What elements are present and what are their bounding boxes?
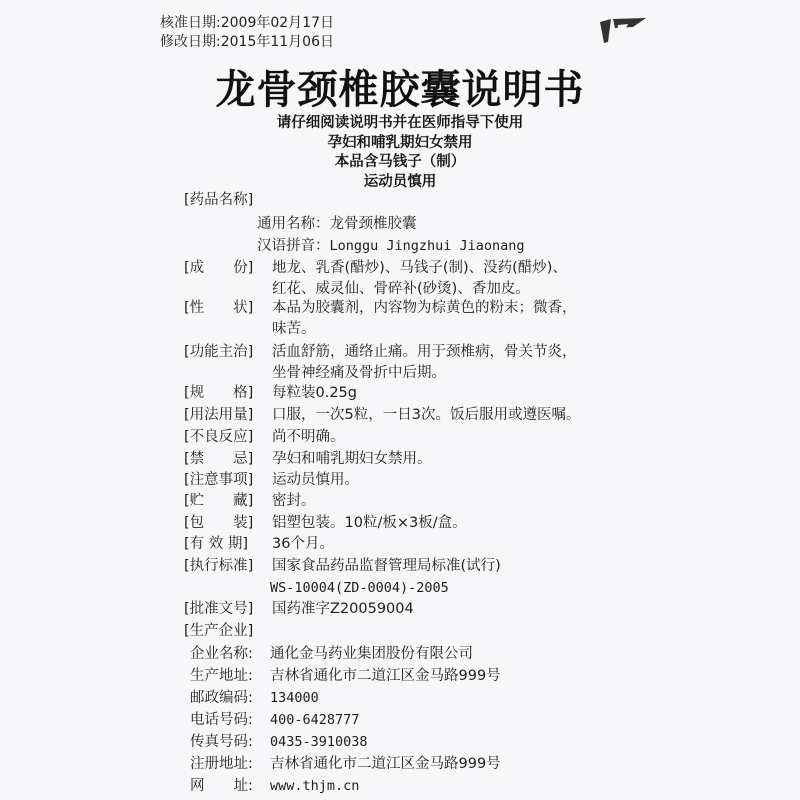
company-logo-icon xyxy=(598,16,648,46)
dosage-section xyxy=(180,405,580,426)
precautions-section xyxy=(180,470,359,491)
drug-name-section xyxy=(180,190,253,211)
pinyin-label: 汉语拼音： xyxy=(257,238,330,254)
manufacturer-row-key: 注册地址: xyxy=(190,756,253,772)
indications-line: 坐骨神经痛及骨折中后期。 xyxy=(272,365,446,381)
indications-label: [功能主治] xyxy=(184,344,254,360)
dosage-label: [用法用量] xyxy=(184,407,254,423)
ingredients-line: 地龙、乳香(醋炒)、马钱子(制)、没药(醋炒)、 xyxy=(272,260,567,276)
manufacturer-section xyxy=(180,621,253,642)
manufacturer-row-value: 134000 xyxy=(270,690,319,706)
validity-section xyxy=(180,534,334,555)
manufacturer-row-value: 通化金马药业集团股份有限公司 xyxy=(270,646,473,662)
generic-name: 通用名称：龙骨颈椎胶囊 xyxy=(257,216,417,232)
revision-date-value: 2015年11月06日 xyxy=(220,34,334,50)
manufacturer-label: [生产企业] xyxy=(184,623,254,639)
storage-label: [贮 藏] xyxy=(184,493,254,509)
notice-line: 孕妇和哺乳期妇女禁用 xyxy=(327,134,473,151)
description-line: 本品为胶囊剂，内容物为棕黄色的粉末；微香， xyxy=(272,300,577,316)
precautions-value: 运动员慎用。 xyxy=(272,472,359,488)
manufacturer-row xyxy=(190,643,473,665)
manufacturer-row xyxy=(190,665,501,687)
package-label: [包 装] xyxy=(184,515,254,531)
validity-value: 36个月。 xyxy=(272,536,334,552)
standard-line: 国家食品药品监督管理局标准(试行) xyxy=(272,558,501,574)
manufacturer-row xyxy=(190,687,319,709)
manufacturer-row-key: 企业名称: xyxy=(190,646,253,662)
pinyin-name xyxy=(257,236,525,257)
manufacturer-row xyxy=(190,709,359,731)
approval-date-value: 2009年02月17日 xyxy=(220,15,334,31)
specification-label: [规 格] xyxy=(184,385,254,401)
manufacturer-row-key: 传真号码: xyxy=(190,734,253,750)
contraindications-value: 孕妇和哺乳期妇女禁用。 xyxy=(272,451,432,467)
approval-number-label: [批准文号] xyxy=(184,601,254,617)
manufacturer-row-key: 电话号码: xyxy=(190,712,253,728)
package-section xyxy=(180,513,467,534)
specification-section xyxy=(180,383,357,404)
description-section xyxy=(180,298,577,340)
manufacturer-row-key: 网 址: xyxy=(190,778,253,794)
document-title: 龙骨颈椎胶囊说明书 xyxy=(215,66,585,113)
manufacturer-row xyxy=(190,775,359,797)
warning-notices xyxy=(0,114,800,192)
standard-label: [执行标准] xyxy=(184,558,254,574)
contraindications-section xyxy=(180,449,432,470)
description-line: 味苦。 xyxy=(272,321,316,337)
ingredients-section xyxy=(180,258,567,300)
manufacturer-row-value: 吉林省通化市二道江区金马路999号 xyxy=(270,756,501,772)
ingredients-label: [成 份] xyxy=(184,260,254,276)
standard-section xyxy=(180,556,501,577)
dosage-value: 口服，一次5粒，一日3次。饭后服用或遵医嘱。 xyxy=(272,407,581,423)
revision-date-label: 修改日期: xyxy=(160,34,221,50)
manufacturer-row-key: 生产地址: xyxy=(190,668,253,684)
approval-number-value: 国药准字Z20059004 xyxy=(272,601,414,617)
precautions-label: [注意事项] xyxy=(184,472,254,488)
manufacturer-row-value: www.thjm.cn xyxy=(270,778,360,794)
manufacturer-row xyxy=(190,731,368,753)
validity-label: [有 效 期] xyxy=(184,536,249,552)
storage-value: 密封。 xyxy=(272,493,316,509)
notice-line: 本品含马钱子（制） xyxy=(334,154,466,170)
adverse-reactions-value: 尚不明确。 xyxy=(272,429,345,445)
notice-line: 运动员慎用 xyxy=(363,173,437,190)
storage-section xyxy=(180,491,316,512)
drug-name-label: [药品名称] xyxy=(184,192,254,208)
manufacturer-row-value: 0435-3910038 xyxy=(270,734,368,750)
adverse-reactions-section xyxy=(180,427,345,448)
adverse-reactions-label: [不良反应] xyxy=(184,429,254,445)
manufacturer-row-value: 400-6428777 xyxy=(270,712,360,728)
approval-date xyxy=(160,14,334,33)
manufacturer-row-value: 吉林省通化市二道江区金马路999号 xyxy=(270,668,501,684)
pinyin-value: Longgu Jingzhui Jiaonang xyxy=(329,238,525,254)
package-value: 铝塑包装。10粒/板×3板/盒。 xyxy=(272,515,467,531)
notice-line: 请仔细阅读说明书并在医师指导下使用 xyxy=(276,115,524,131)
revision-date xyxy=(160,33,334,52)
indications-line: 活血舒筋，通络止痛。用于颈椎病，骨关节炎， xyxy=(272,344,577,360)
ingredients-line: 红花、威灵仙、骨碎补(砂烫)、香加皮。 xyxy=(272,281,530,297)
approval-date-label: 核准日期: xyxy=(160,15,221,31)
approval-number-section xyxy=(180,599,414,620)
manufacturer-row-key: 邮政编码: xyxy=(190,690,253,706)
description-label: [性 状] xyxy=(184,300,254,316)
manufacturer-row xyxy=(190,753,501,775)
indications-section xyxy=(180,342,577,384)
date-block xyxy=(160,14,334,52)
specification-value: 每粒装0.25g xyxy=(272,385,357,401)
standard-code: WS-10004(ZD-0004)-2005 xyxy=(270,580,449,596)
contraindications-label: [禁 忌] xyxy=(184,451,254,467)
